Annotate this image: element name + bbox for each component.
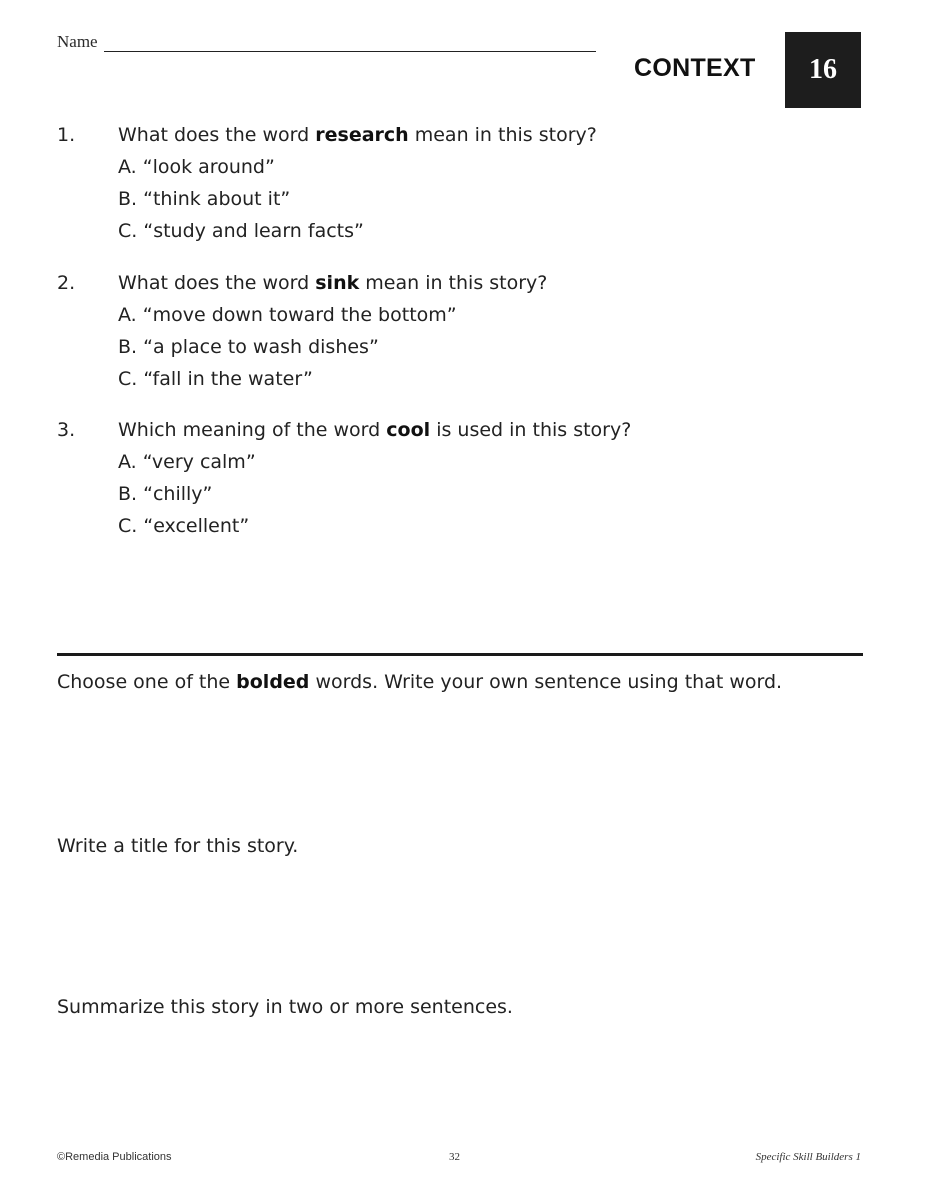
option-a: A. “very calm”	[118, 451, 256, 473]
footer-book-title: Specific Skill Builders 1	[755, 1151, 861, 1163]
option-a: A. “look around”	[118, 156, 275, 178]
footer-publisher: ©Remedia Publications	[57, 1151, 172, 1163]
question-text: Which meaning of the word cool is used in this story?	[118, 419, 632, 441]
lesson-number: 16	[809, 54, 837, 85]
footer-page-number: 32	[449, 1151, 460, 1163]
question-number: 1.	[57, 124, 76, 146]
name-write-line[interactable]	[104, 35, 596, 52]
title-prompt: Write a title for this story.	[57, 835, 299, 857]
bold-word: cool	[386, 419, 431, 441]
option-b: B. “chilly”	[118, 483, 213, 505]
option-b: B. “a place to wash dishes”	[118, 336, 379, 358]
option-b: B. “think about it”	[118, 188, 291, 210]
lesson-number-badge	[785, 32, 861, 108]
question-text: What does the word sink mean in this story?	[118, 272, 548, 294]
option-c: C. “excellent”	[118, 515, 250, 537]
question-text: What does the word research mean in this story?	[118, 124, 597, 146]
question-number: 2.	[57, 272, 76, 294]
question-number: 3.	[57, 419, 76, 441]
name-label: Name	[57, 32, 98, 51]
bold-word: sink	[315, 272, 360, 294]
sentence-prompt: Choose one of the bolded words. Write your own sentence using that word.	[57, 671, 783, 693]
section-divider	[57, 653, 863, 656]
bold-word: research	[315, 124, 409, 146]
bold-word: bolded	[236, 671, 310, 693]
name-field-row	[57, 32, 596, 52]
option-a: A. “move down toward the bottom”	[118, 304, 457, 326]
skill-label: CONTEXT	[634, 54, 756, 82]
summary-prompt: Summarize this story in two or more sentences.	[57, 996, 513, 1018]
option-c: C. “fall in the water”	[118, 368, 313, 390]
option-c: C. “study and learn facts”	[118, 220, 364, 242]
